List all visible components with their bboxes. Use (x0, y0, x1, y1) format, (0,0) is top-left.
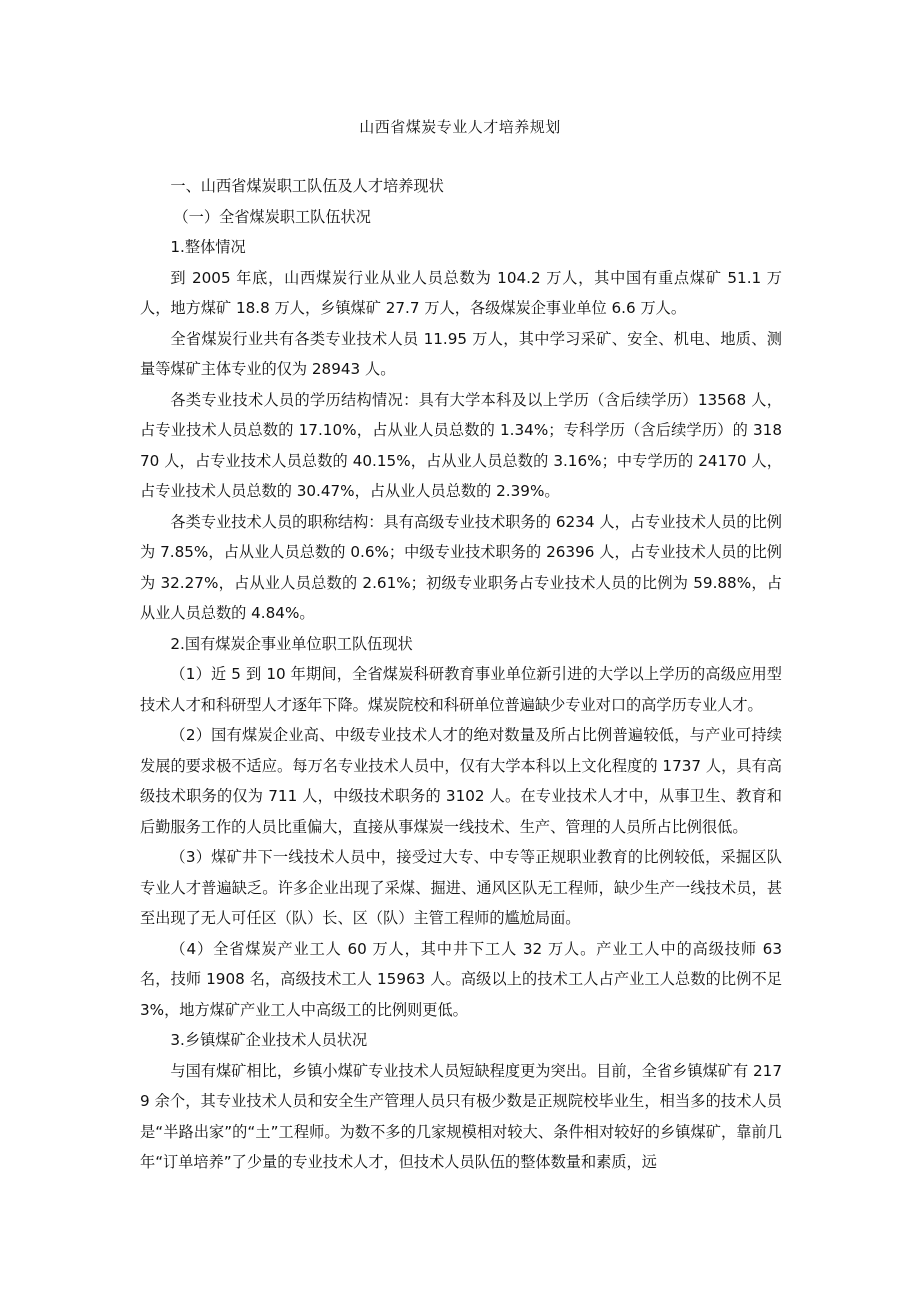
item-heading: 3.乡镇煤矿企业技术人员状况 (170, 1031, 368, 1049)
document-title: 山西省煤炭专业人才培养规划 (359, 118, 561, 136)
body-paragraph: 与国有煤矿相比，乡镇小煤矿专业技术人员短缺程度更为突出。目前，全省乡镇煤矿有 2179 余个，其专业技术人员和安全生产管理人员只有极少数是正规院校毕业生，相当多的技术人员是“半路出家”的“土”工程师。为数不多的几家规模相对较大、条件相对较好的乡镇煤矿，靠前几年“订单培养”了少量的专业技术人才，但技术人员队伍的整体数量和素质，远 (140, 1061, 782, 1171)
item-heading: 1.整体情况 (170, 238, 246, 256)
body-paragraph: 各类专业技术人员的职称结构：具有高级专业技术职务的 6234 人，占专业技术人员的比例为 7.85%，占从业人员总数的 0.6%；中级专业技术职务的 26396 人，占专业技术人员的比例为 32.27%，占从业人员总数的 2.61%；初级专业职务占专业技术人员的比例为 59.88%，占从业人员总数的 4.84%。 (140, 512, 782, 622)
document-body (140, 171, 782, 1178)
body-paragraph: （1）近 5 到 10 年期间，全省煤炭科研教育事业单位新引进的大学以上学历的高级应用型技术人才和科研型人才逐年下降。煤炭院校和科研单位普遍缺少专业对口的高学历专业人才。 (140, 665, 782, 714)
subsection-heading: （一）全省煤炭职工队伍状况 (173, 207, 371, 226)
body-paragraph: （4）全省煤炭产业工人 60 万人，其中井下工人 32 万人。产业工人中的高级技师 63 名，技师 1908 名，高级技术工人 15963 人。高级以上的技术工人占产业工人总数的比例不足 3%，地方煤矿产业工人中高级工的比例则更低。 (140, 939, 782, 1019)
body-paragraph: 全省煤炭行业共有各类专业技术人员 11.95 万人，其中学习采矿、安全、机电、地质、测量等煤矿主体专业的仅为 28943 人。 (140, 329, 782, 378)
item-heading: 2.国有煤炭企事业单位职工队伍现状 (170, 634, 413, 653)
section-heading: 一、山西省煤炭职工队伍及人才培养现状 (170, 177, 444, 195)
body-paragraph: 各类专业技术人员的学历结构情况：具有大学本科及以上学历（含后续学历）13568 人，占专业技术人员总数的 17.10%，占从业人员总数的 1.34%；专科学历（含后续学历）的 31870 人，占专业技术人员总数的 40.15%，占从业人员总数的 3.16%；中专学历的 24170 人，占专业技术人员总数的 30.47%，占从业人员总数的 2.39%。 (140, 390, 782, 500)
body-paragraph: （2）国有煤炭企业高、中级专业技术人才的绝对数量及所占比例普遍较低，与产业可持续发展的要求极不适应。每万名专业技术人员中，仅有大学本科以上文化程度的 1737 人，具有高级技术职务的仅为 711 人，中级技术职务的 3102 人。在专业技术人才中，从事卫生、教育和后勤服务工作的人员比重偏大，直接从事煤炭一线技术、生产、管理的人员所占比例很低。 (140, 726, 782, 836)
body-paragraph: 到 2005 年底，山西煤炭行业从业人员总数为 104.2 万人，其中国有重点煤矿 51.1 万人，地方煤矿 18.8 万人，乡镇煤矿 27.7 万人，各级煤炭企事业单位 6.6 万人。 (140, 268, 782, 317)
body-paragraph: （3）煤矿井下一线技术人员中，接受过大专、中专等正规职业教育的比例较低，采掘区队专业人才普遍缺乏。许多企业出现了采煤、掘进、通风区队无工程师，缺少生产一线技术员，甚至出现了无人可任区（队）长、区（队）主管工程师的尴尬局面。 (140, 848, 782, 927)
